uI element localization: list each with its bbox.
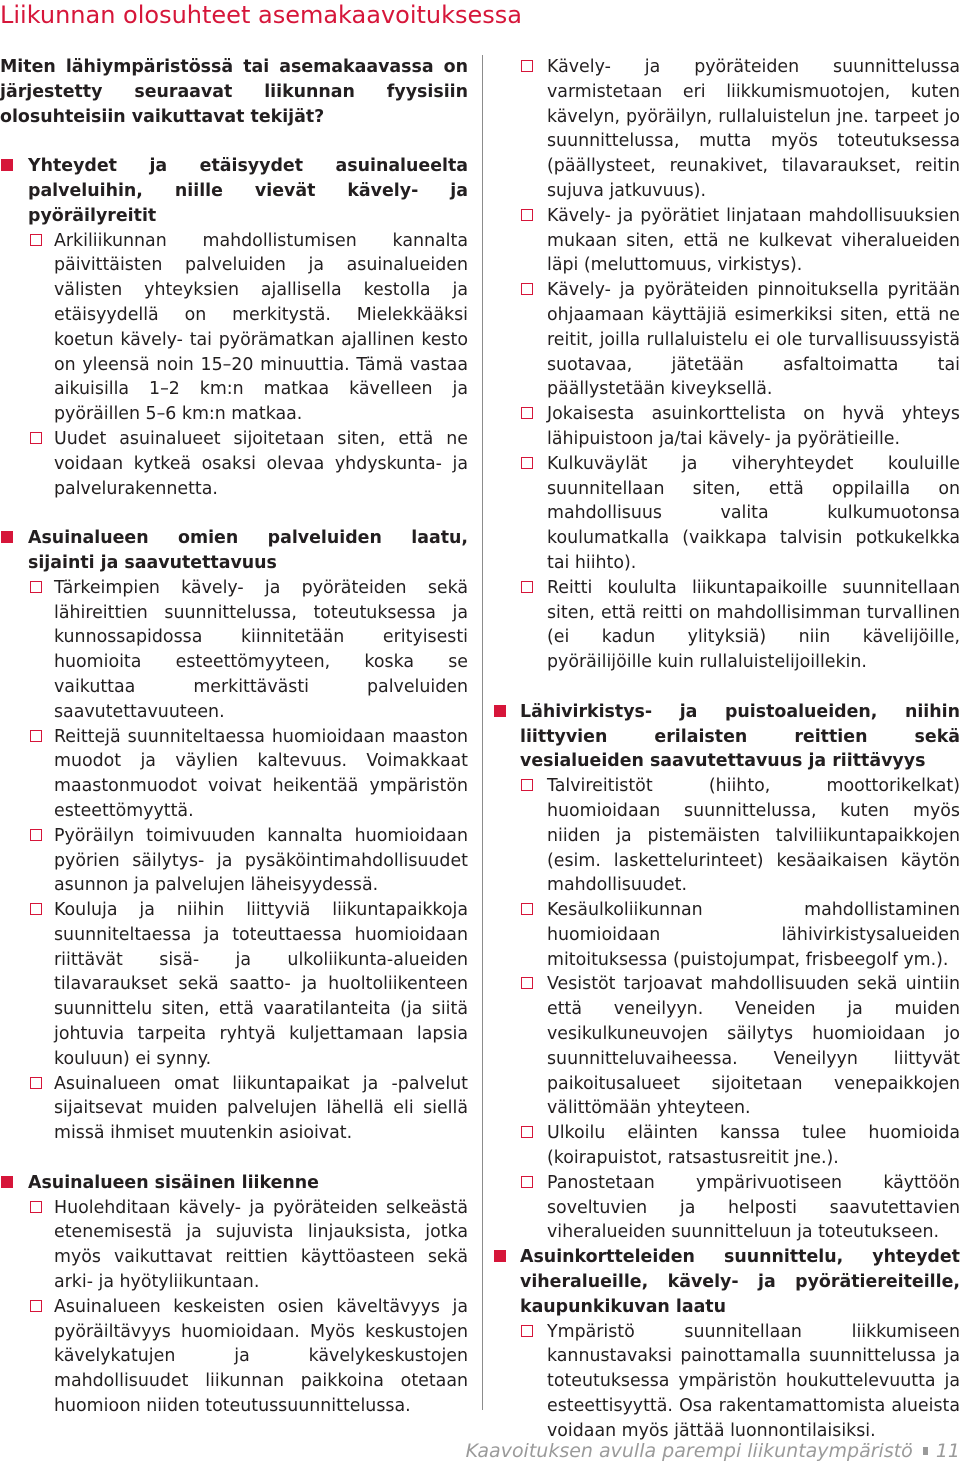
filled-square-bullet-icon xyxy=(1,1176,13,1188)
section-blocks xyxy=(520,1245,960,1443)
list-item xyxy=(0,898,468,1072)
filled-square-bullet-icon xyxy=(1,531,13,543)
filled-square-bullet-icon xyxy=(494,705,506,717)
hollow-square-bullet-icon xyxy=(30,1300,42,1312)
column-divider xyxy=(482,55,483,1410)
page-number: 11 xyxy=(935,1440,960,1462)
hollow-square-bullet-icon xyxy=(30,730,42,742)
section-continued xyxy=(520,55,960,675)
list-item xyxy=(520,1171,960,1245)
hollow-square-bullet-icon xyxy=(521,209,533,221)
hollow-square-bullet-icon xyxy=(30,234,42,246)
section-heading xyxy=(0,154,468,228)
list-item xyxy=(0,576,468,725)
list-item xyxy=(520,972,960,1121)
list-item xyxy=(520,55,960,204)
list-item-text: Kouluja ja niihin liittyviä liikuntapaikkoja suunniteltaessa ja toteuttaessa huomioidaan riittävät sisä- ja ulkoliikunta-alueiden tilavaraukset sekä saatto- ja huoltoliikenteen suunnittelu siten, että vaaratilanteita (ja siitä johtuvia tarpeita ryhtyä kuljettamaan lapsia kouluun) ei synny. xyxy=(54,900,468,1069)
section-heading-text: Yhteydet ja etäisyydet asuinalueelta palveluihin, niille vievät kävely- ja pyöräilyreitit xyxy=(28,156,468,226)
list-item-text: Pyöräilyn toimivuuden kannalta huomioidaan pyörien säilytys- ja pysäköintimahdollisuudet asunnon ja palvelujen läheisyydessä. xyxy=(54,825,468,896)
hollow-square-bullet-icon xyxy=(30,829,42,841)
list-item-text: Reittejä suunniteltaessa huomioidaan maaston muodot ja väylien kaltevuus. Voimakkaat maastonmuodot voivat heikentää ympäristön esteettömyyttä. xyxy=(54,726,468,821)
list-item-text: Talvireitistöt (hiihto, moottorikelkat) huomioidaan suunnittelussa, kuten myös niiden ja pistemäisten talviliikuntapaikkojen (esim. laskettelurinteet) kesäaikaisen käytön mahdollisuudet. xyxy=(547,776,960,896)
list-item xyxy=(520,452,960,576)
list-item-text: Asuinalueen omat liikuntapaikat ja -palvelut sijaitsevat muiden palvelujen lähellä eli siellä missä ihmiset muutenkin asioivat. xyxy=(54,1073,468,1144)
footer-separator-icon xyxy=(923,1447,928,1455)
list-item-text: Kesäulkoliikunnan mahdollistaminen huomioidaan lähivirkistysalueiden mitoituksessa (puistojumpat, frisbeegolf ym.). xyxy=(547,900,960,970)
list-item xyxy=(520,204,960,278)
hollow-square-bullet-icon xyxy=(521,977,533,989)
section-heading xyxy=(520,1245,960,1319)
hollow-square-bullet-icon xyxy=(521,1126,533,1138)
list-item-text: Asuinalueen keskeisten osien käveltävyys ja pyöräiltävyys huomioidaan. Myös keskustojen kävelykatujen ja kävelykeskustojen mahdollisuudet liikunnan paikkoina otetaan huomioon niiden toteutussuunnittelussa. xyxy=(54,1296,468,1417)
list-item xyxy=(520,774,960,898)
right-column xyxy=(520,55,960,1444)
section-heading xyxy=(0,1171,468,1196)
section-recreation-areas xyxy=(520,700,960,1246)
hollow-square-bullet-icon xyxy=(30,903,42,915)
list-item-text: Kävely- ja pyöräteiden pinnoituksella pyritään ohjaamaan käyttäjiä esimerkiksi siten, että ne reitit, joilla rullaluistelu ei ole turvallisuussyistä suotavaa, jätetään asfaltoimatta tai päällystetään kiveyksellä. xyxy=(547,280,960,400)
hollow-square-bullet-icon xyxy=(521,779,533,791)
list-item-text: Reitti koululta liikuntapaikoille suunnitellaan siten, että reitti on mahdollisimman turvallinen (ei kadun ylityksiä) niin kävelijöille, pyöräilijöille kuin rullaluistelijoillekin. xyxy=(547,577,960,673)
intro-question: Miten lähiympäristössä tai asemakaavassa on järjestetty seuraavat liikunnan fyysisiin olosuhteisiin vaikuttavat tekijät? xyxy=(0,57,468,127)
list-item xyxy=(0,1072,468,1146)
list-item-text: Kulkuväylät ja viheryhteydet kouluille suunnitellaan siten, että oppilailla on mahdollisuus valita kulkumuotonsa koulumatkalla (vaikkapa talvisin potkukelkka tai hiihto). xyxy=(547,453,960,573)
list-item-text: Ulkoilu eläinten kanssa tulee huomioida (koirapuistot, ratsastusreitit jne.). xyxy=(547,1123,960,1169)
list-item-text: Huolehditaan kävely- ja pyöräteiden selkeästä etenemisestä ja sujuvista linjauksista, jotka myös vaikuttavat reittien käyttöasteen sekä arki- ja hyötyliikuntaan. xyxy=(54,1197,468,1293)
list-item xyxy=(520,1320,960,1444)
list-item-text: Arkiliikunnan mahdollistumisen kannalta päivittäisten palveluiden ja asuinalueiden välisten yhteyksien ajallisella kestolla ja etäisyydellä on merkitystä. Mielekkääksi koetun kävely- tai pyörämatkan ajallinen kesto on yleensä noin 15–20 minuuttia. Tämä vastaa aikuisilla 1–2 km:n matkaa kävelleen ja pyöräillen 5–6 km:n matkaa. xyxy=(54,230,468,425)
section-services xyxy=(0,526,468,1146)
list-item-text: Uudet asuinalueet sijoitetaan siten, että ne voidaan kytkeä osaksi olevaa yhdyskunta- ja palvelurakennetta. xyxy=(54,428,468,499)
hollow-square-bullet-icon xyxy=(521,581,533,593)
list-item xyxy=(0,229,468,427)
list-item-text: Vesistöt tarjoavat mahdollisuuden sekä uintiin että veneilyyn. Veneiden ja muiden vesikulkuneuvojen säilytys huomioidaan jo suunnitteluvaiheessa. Veneilyyn liittyvät paikoitusalueet sijoitetaan venepaikkojen välittömään yhteyteen. xyxy=(547,974,960,1119)
hollow-square-bullet-icon xyxy=(30,1077,42,1089)
list-item-text: Tärkeimpien kävely- ja pyöräteiden sekä lähireittien suunnittelussa, toteutuksessa ja kunnossapidossa kiinnitetään erityisesti huomioita esteettömyyteen, koska se vaikuttaa merkittävästi palveluiden saavutettavuuteen. xyxy=(54,577,468,722)
hollow-square-bullet-icon xyxy=(30,581,42,593)
list-item xyxy=(0,824,468,898)
list-item xyxy=(520,576,960,675)
hollow-square-bullet-icon xyxy=(521,407,533,419)
list-item-text: Ympäristö suunnitellaan liikkumiseen kannustavaksi painottamalla suunnittelussa ja toteutuksessa ympäristön houkuttelevuutta ja esteettisyyttä. Osa rakentamattomista alueista voidaan myös jättää luonnontilaisiksi. xyxy=(547,1321,960,1441)
page-footer xyxy=(466,1438,960,1464)
section-heading xyxy=(0,526,468,576)
list-item xyxy=(520,1121,960,1171)
section-heading-text: Asuinalueen omien palveluiden laatu, sijainti ja saavutettavuus xyxy=(28,528,468,573)
section-connections xyxy=(0,154,468,501)
hollow-square-bullet-icon xyxy=(521,1176,533,1188)
list-item xyxy=(520,402,960,452)
list-item-text: Jokaisesta asuinkorttelista on hyvä yhteys lähipuistoon ja/tai kävely- ja pyörätieille. xyxy=(547,404,960,449)
page-title: Liikunnan olosuhteet asemakaavoituksessa xyxy=(0,1,522,29)
hollow-square-bullet-icon xyxy=(30,1201,42,1213)
list-item xyxy=(0,725,468,824)
hollow-square-bullet-icon xyxy=(521,903,533,915)
left-column xyxy=(0,55,468,1419)
list-item-text: Panostetaan ympärivuotiseen käyttöön soveltuvien ja helposti saavutettavien viheralueiden suunnitteluun ja toteutukseen. xyxy=(547,1172,960,1243)
footer-text: Kaavoituksen avulla parempi liikuntaympäristö xyxy=(465,1440,913,1462)
section-internal-traffic xyxy=(0,1171,468,1419)
list-item xyxy=(0,1196,468,1295)
hollow-square-bullet-icon xyxy=(30,432,42,444)
hollow-square-bullet-icon xyxy=(521,283,533,295)
section-heading xyxy=(520,700,960,774)
list-item xyxy=(0,1295,468,1419)
filled-square-bullet-icon xyxy=(1,159,13,171)
section-heading-text: Asuinalueen sisäinen liikenne xyxy=(28,1172,319,1193)
hollow-square-bullet-icon xyxy=(521,1325,533,1337)
list-item xyxy=(0,427,468,501)
section-heading-text: Lähivirkistys- ja puistoalueiden, niihin liittyvien erilaisten reittien sekä vesialueiden saavutettavuus ja riittävyys xyxy=(520,701,960,772)
section-heading-text: Asuinkortteleiden suunnittelu, yhteydet viheralueille, kävely- ja pyörätiereiteille, kaupunkikuvan laatu xyxy=(520,1247,960,1317)
list-item xyxy=(520,898,960,972)
hollow-square-bullet-icon xyxy=(521,60,533,72)
list-item xyxy=(520,278,960,402)
hollow-square-bullet-icon xyxy=(521,457,533,469)
list-item-text: Kävely- ja pyörätiet linjataan mahdollisuuksien mukaan siten, että ne kulkevat viheralueiden läpi (meluttomuus, virkistys). xyxy=(547,205,960,276)
filled-square-bullet-icon xyxy=(494,1250,506,1262)
list-item-text: Kävely- ja pyöräteiden suunnittelussa varmistetaan eri liikkumismuotojen, kuten kävelyn, pyöräilyn, rullaluistelun jne. tarpeet jo suunnittelussa, mutta myös toteutuksessa (päällysteet, reunakivet, tilavaraukset, reitin sujuva jatkuvuus). xyxy=(547,57,960,201)
